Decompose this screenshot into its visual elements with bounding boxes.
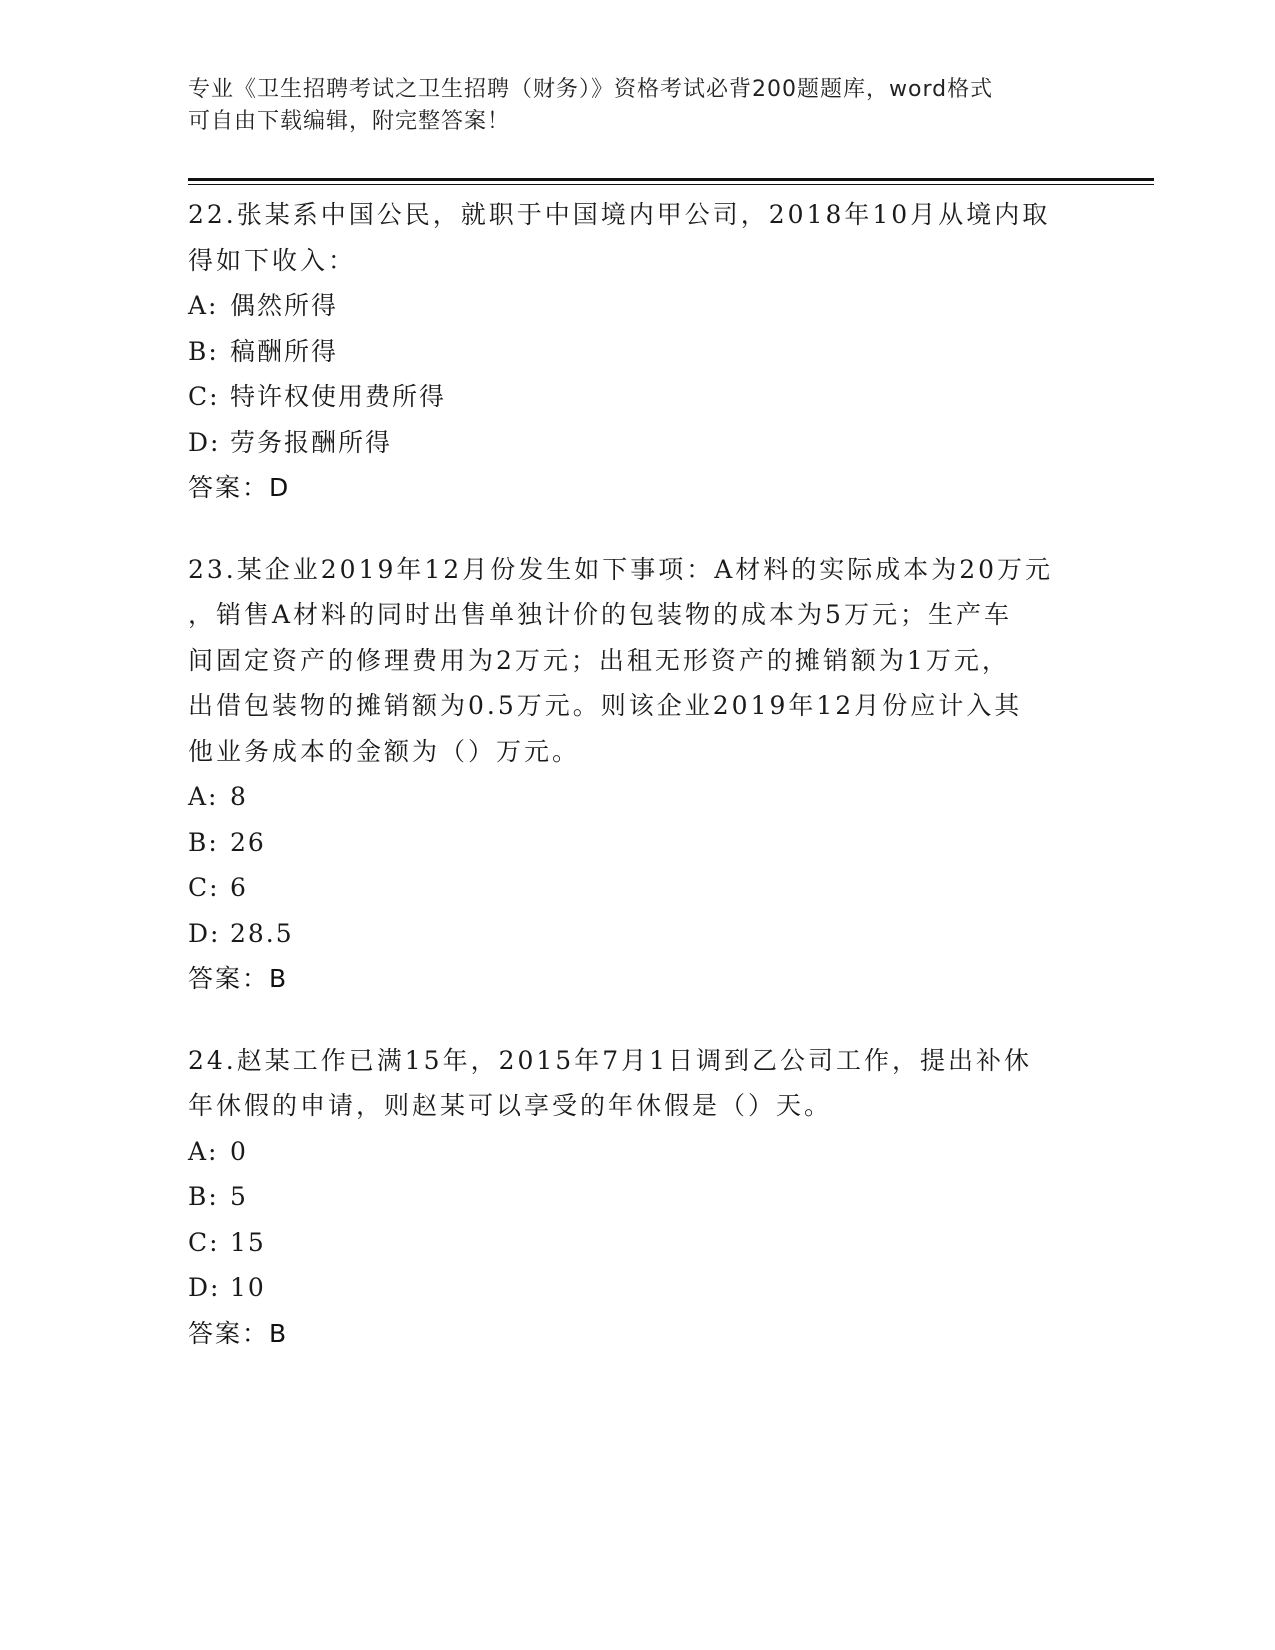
header-line-2: 可自由下载编辑，附完整答案！	[188, 109, 511, 134]
option-a	[188, 1129, 1088, 1175]
option-text: 6	[230, 873, 248, 902]
option-text: 0	[230, 1136, 248, 1166]
option-text: 偶然所得	[230, 291, 339, 320]
option-text: 稿酬所得	[230, 336, 339, 366]
document-header	[188, 74, 1068, 138]
option-text: 劳务报酬所得	[230, 427, 393, 457]
option-letter: D:	[188, 427, 221, 457]
option-text: 8	[230, 782, 248, 811]
option-c	[188, 865, 1088, 911]
header-line-1: 专业《卫生招聘考试之卫生招聘（财务）》资格考试必背200题题库，word格式	[188, 77, 994, 102]
option-letter: D:	[188, 1273, 221, 1302]
option-text: 26	[230, 827, 266, 857]
answer-line: 答案：B	[188, 964, 289, 993]
question-22	[188, 192, 1088, 511]
option-a	[188, 774, 1088, 820]
option-c	[188, 374, 1088, 420]
option-letter: A:	[188, 291, 219, 320]
question-stem: 24.赵某工作已满15年，2015年7月1日调到乙公司工作，提出补休 年休假的申请，则赵某可以享受的年休假是（）天。	[188, 1045, 1033, 1120]
question-list	[188, 192, 1088, 1392]
question-23	[188, 547, 1088, 1002]
question-24	[188, 1038, 1088, 1357]
option-text: 28.5	[230, 918, 294, 948]
option-text: 5	[230, 1182, 248, 1211]
answer-line: 答案：D	[188, 473, 291, 502]
option-letter: B:	[188, 336, 219, 366]
question-stem: 23.某企业2019年12月份发生如下事项：A材料的实际成本为20万元 ，销售A材料的同时出售单独计价的包装物的成本为5万元；生产车 间固定资产的修理费用为2万元；出租无形资产的摊销额为1万元， 出借包装物的摊销额为0.5万元。则该企业2019年12月份应计入其 他业务成本的金额为（）万元。	[188, 554, 1054, 766]
question-stem: 22.张某系中国公民，就职于中国境内甲公司，2018年10月从境内取 得如下收入：	[188, 200, 1051, 275]
option-letter: C:	[188, 1227, 220, 1257]
option-d	[188, 420, 1088, 466]
option-b	[188, 820, 1088, 866]
option-text: 15	[230, 1227, 266, 1257]
option-letter: B:	[188, 1182, 219, 1211]
option-b	[188, 329, 1088, 375]
option-letter: A:	[188, 1136, 219, 1166]
answer-line: 答案：B	[188, 1318, 289, 1348]
option-letter: D:	[188, 918, 221, 948]
option-b	[188, 1174, 1088, 1220]
option-letter: C:	[188, 382, 220, 411]
option-c	[188, 1220, 1088, 1266]
header-divider-thick	[188, 178, 1154, 181]
option-letter: C:	[188, 873, 220, 902]
option-letter: A:	[188, 782, 219, 811]
option-text: 10	[230, 1273, 266, 1302]
option-letter: B:	[188, 827, 219, 857]
option-a	[188, 283, 1088, 329]
option-text: 特许权使用费所得	[230, 382, 447, 411]
option-d	[188, 911, 1088, 957]
header-divider-thin	[188, 184, 1154, 185]
option-d	[188, 1265, 1088, 1311]
